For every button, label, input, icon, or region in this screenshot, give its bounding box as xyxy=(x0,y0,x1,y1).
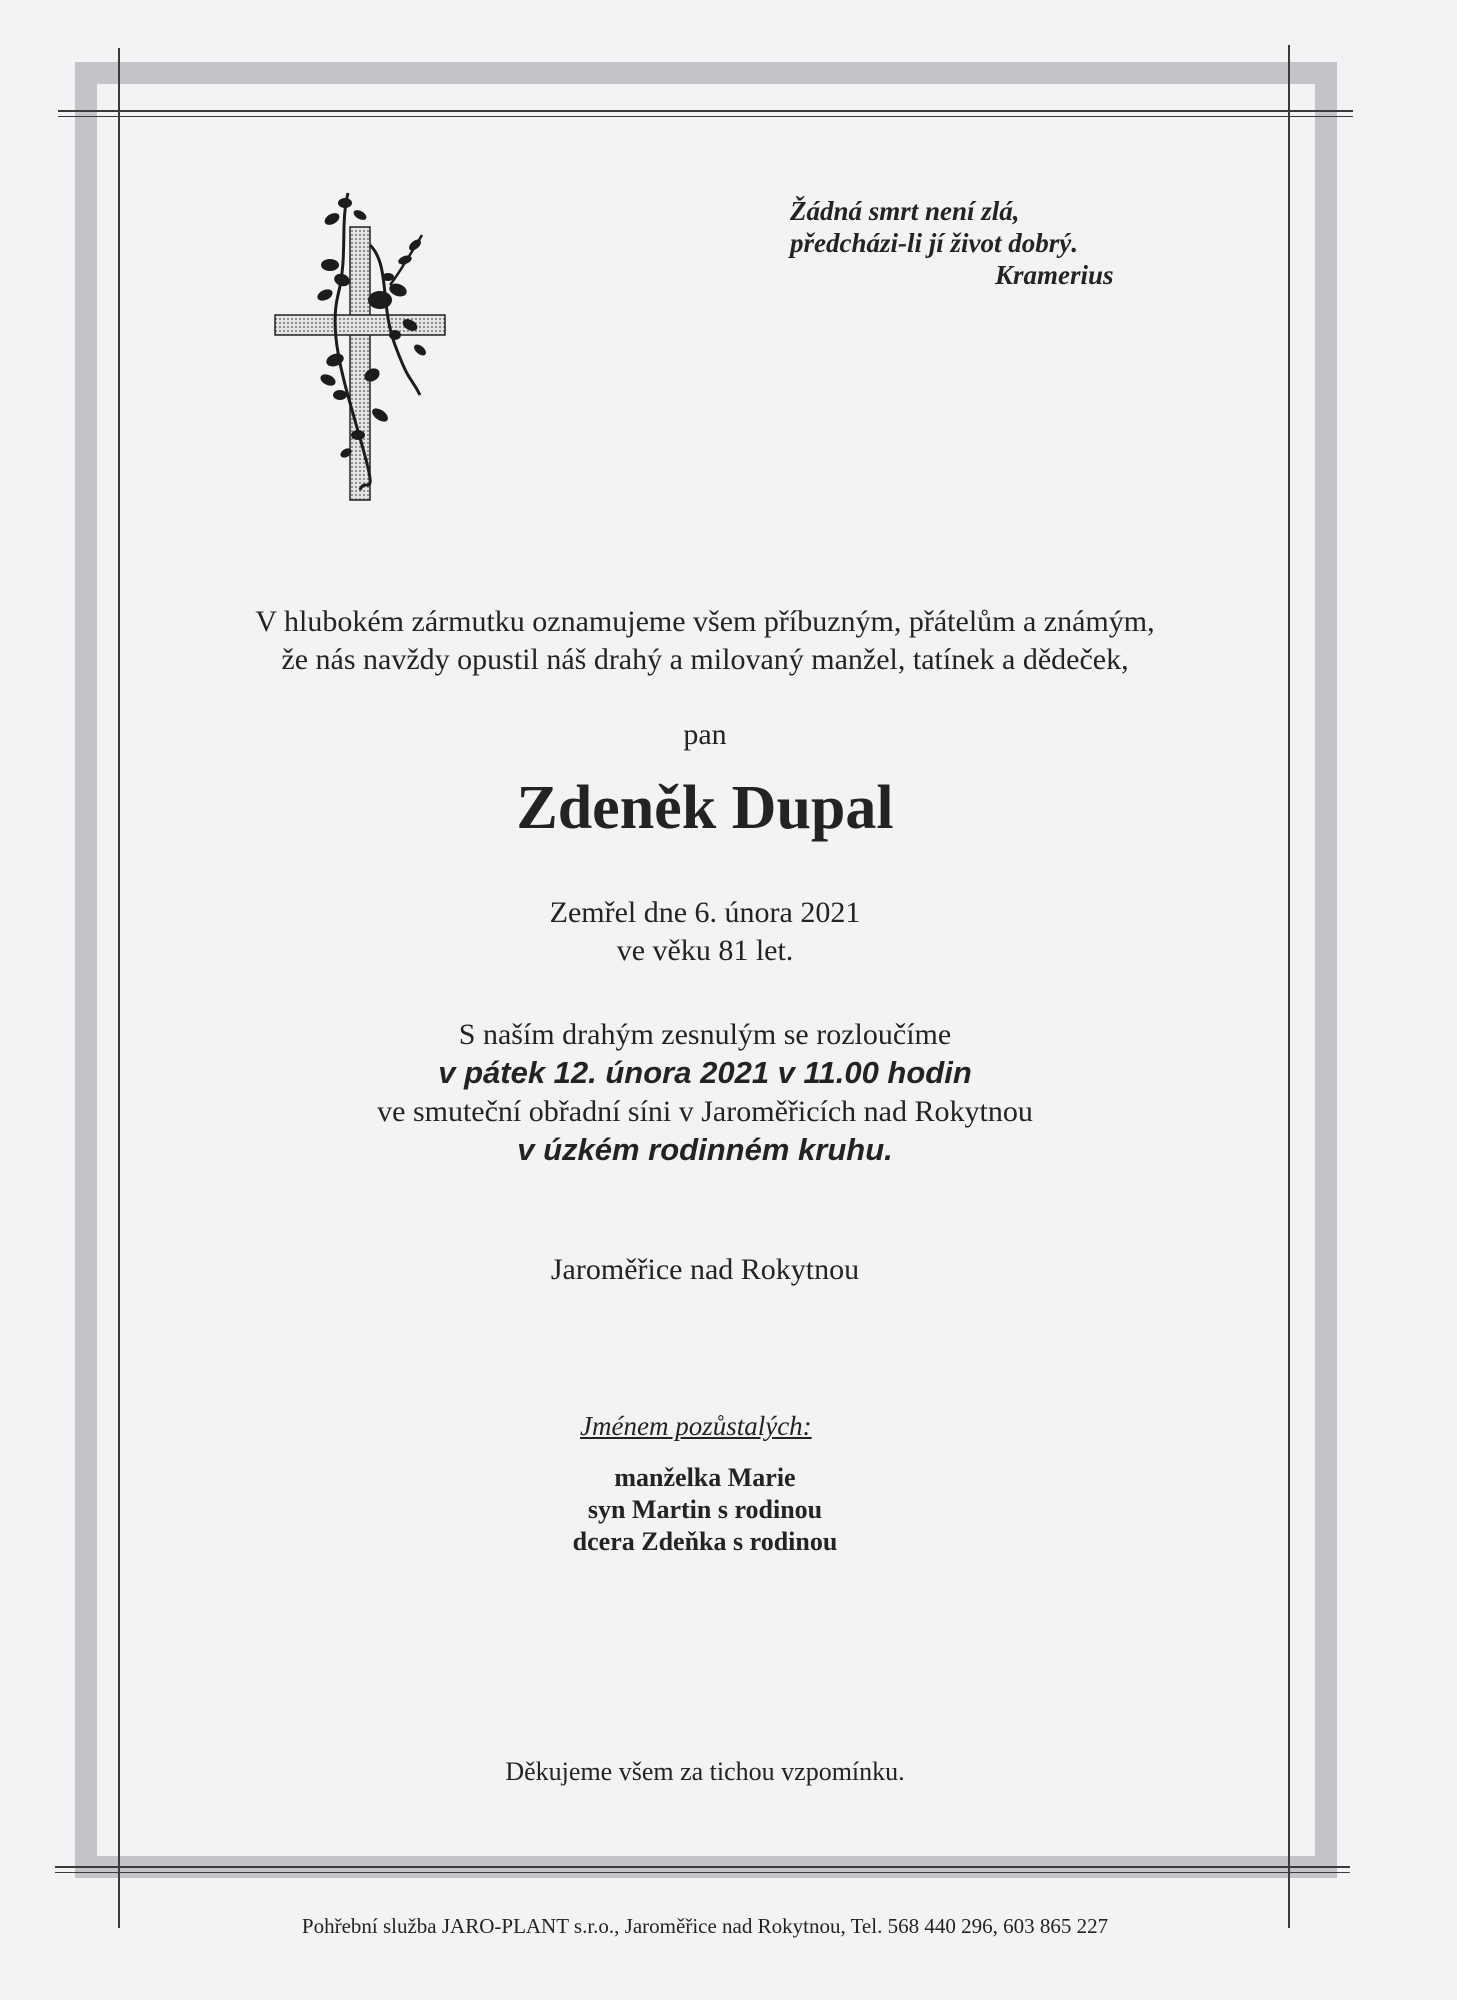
location: Jaroměřice nad Rokytnou xyxy=(550,1253,860,1286)
motto xyxy=(790,195,1114,291)
thanks: Děkujeme všem za tichou vzpomínku. xyxy=(505,1757,905,1786)
motto-line-1: Žádná smrt není zlá, xyxy=(790,196,1020,226)
footer: Pohřební služba JARO-PLANT s.r.o., Jaroměřice nad Rokytnou, Tel. 568 440 296, 603 865 227 xyxy=(301,1914,1109,1938)
motto-author: Kramerius xyxy=(995,260,1114,290)
announcement-line-2: že nás navždy opustil náš drahý a milovaný manžel, tatínek a dědeček, xyxy=(281,643,1129,676)
farewell-datetime: v pátek 12. února 2021 v 11.00 hodin xyxy=(438,1055,972,1090)
motto-line-2: předcházi-li jí život dobrý. xyxy=(790,228,1078,258)
mourner-2: syn Martin s rodinou xyxy=(587,1495,823,1524)
farewell-line-1: S naším drahým zesnulým se rozloučíme xyxy=(458,1018,952,1051)
frame-bottom-line xyxy=(55,1866,1350,1868)
farewell-note: v úzkém rodinném kruhu. xyxy=(517,1132,893,1167)
mourner-3: dcera Zdeňka s rodinou xyxy=(572,1527,838,1556)
announcement-line-1: V hlubokém zármutku oznamujeme všem příbuzným, přátelům a známým, xyxy=(255,605,1155,638)
mourners-heading: Jménem pozůstalých: xyxy=(580,1411,812,1441)
cross-with-flowers-icon xyxy=(270,185,460,505)
deceased-name: Zdeněk Dupal xyxy=(516,774,894,842)
death-date: Zemřel dne 6. února 2021 xyxy=(549,896,861,929)
farewell-place: ve smuteční obřadní síni v Jaroměřicích nad Rokytnou xyxy=(377,1095,1033,1128)
frame-top-band xyxy=(75,62,1337,84)
deceased-title: pan xyxy=(683,718,727,751)
frame-bottom-line-2 xyxy=(55,1872,1350,1873)
mourner-1: manželka Marie xyxy=(614,1463,796,1492)
death-age: ve věku 81 let. xyxy=(616,934,794,967)
frame-right-band xyxy=(1315,62,1337,1878)
frame-top-line xyxy=(58,110,1353,112)
frame-left-band xyxy=(75,62,97,1878)
frame-right-line xyxy=(1288,45,1290,1928)
frame-top-line-2 xyxy=(58,116,1353,117)
frame-left-line xyxy=(118,48,120,1928)
